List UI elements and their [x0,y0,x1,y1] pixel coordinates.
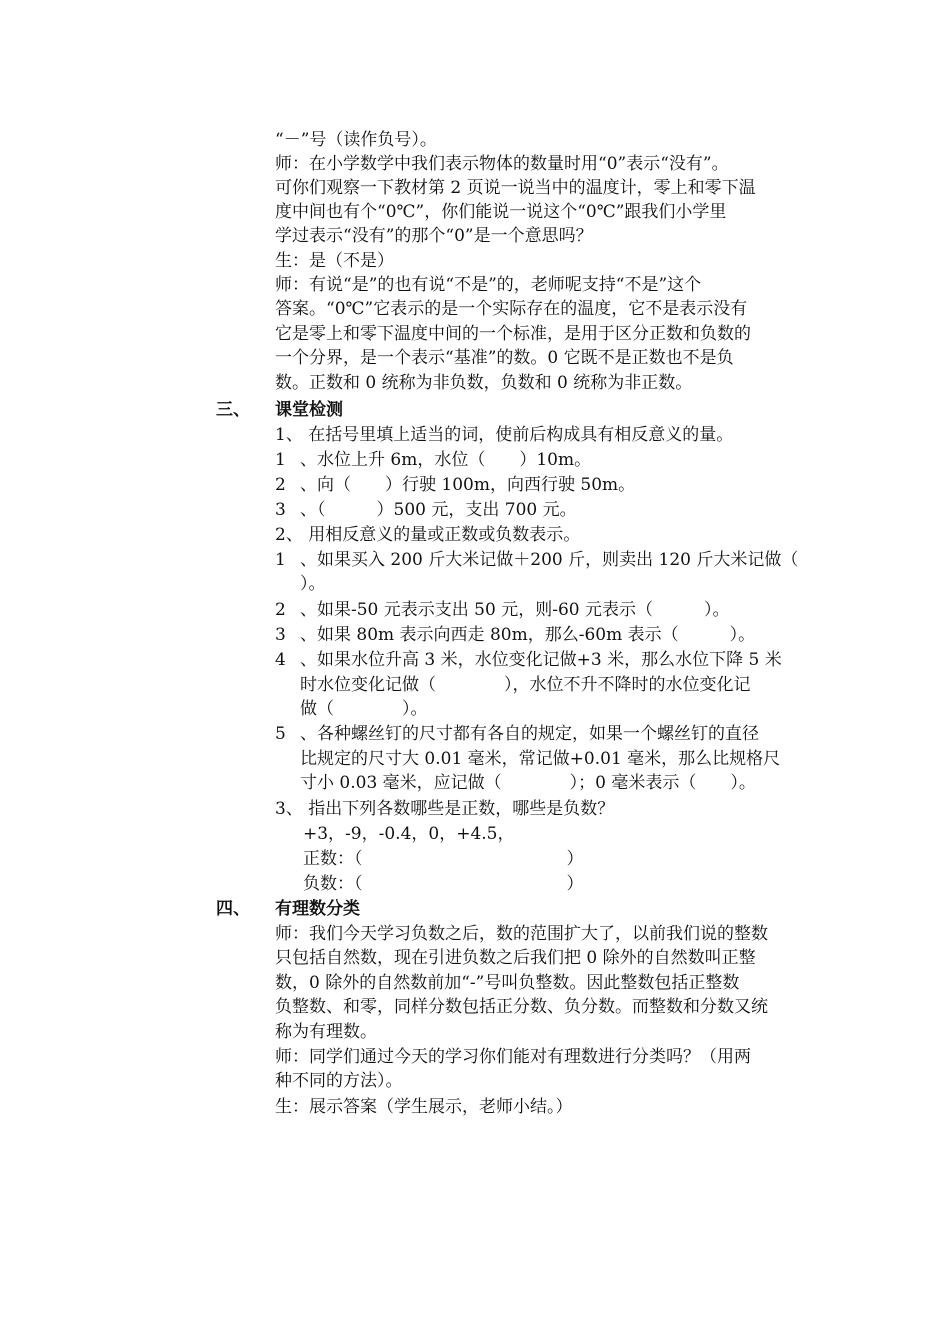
negative-answer-line: 负数：（ ） [303,874,584,894]
item-text-cont: 做（ ）。 [300,699,428,719]
item-text: 、水位上升 6m，水位（ ）10m。 [300,450,592,470]
item-number: 3 [275,500,286,520]
item-number: 2 [275,475,286,495]
item-text: 、各种螺丝钉的尺寸都有各自的规定，如果一个螺丝钉的直径 [300,724,759,744]
intro-line: “－”号（读作负号）。 [275,130,437,150]
paragraph-line: 师：同学们通过今天的学习你们能对有理数进行分类吗？（用两 [275,1047,751,1067]
question-prompt: 2、 用相反意义的量或正数或负数表示。 [275,525,581,545]
paragraph-line: 生：展示答案（学生展示，老师小结。） [275,1097,573,1117]
item-text-cont: 寸小 0.03 毫米，应记做（ ）；0 毫米表示（ ）。 [300,773,756,793]
item-number: 1 [275,550,286,570]
section-title: 有理数分类 [275,899,360,919]
item-number: 2 [275,600,286,620]
paragraph-line: 称为有理数。 [275,1022,377,1042]
intro-line: 它是零上和零下温度中间的一个标准，是用于区分正数和负数的 [275,324,751,344]
item-number: 4 [275,650,286,670]
intro-line: 可你们观察一下教材第 2 页说一说当中的温度计，零上和零下温 [275,178,756,198]
item-text-cont: 时水位变化记做（ ），水位不升不降时的水位变化记 [300,675,751,695]
intro-line: 数。正数和 0 统称为非负数，负数和 0 统称为非正数。 [275,373,693,393]
item-text-cont: ）。 [300,574,326,594]
item-number: 1 [275,450,286,470]
item-text: 、如果买入 200 斤大米记做＋200 斤，则卖出 120 斤大米记做（ [300,550,799,570]
item-text: 、如果 80m 表示向西走 80m，那么-60m 表示（ ）。 [300,625,756,645]
intro-line: 学过表示“没有”的那个“0”是一个意思吗？ [275,226,593,246]
item-text: 、（ ）500 元，支出 700 元。 [300,500,577,520]
paragraph-line: 数，0 除外的自然数前加“-”号叫负整数。因此整数包括正整数 [275,973,740,993]
intro-line: 度中间也有个“0℃”，你们能说一说这个“0℃”跟我们小学里 [275,202,727,222]
number-list: +3，-9，-0.4，0，+4.5， [303,824,515,844]
item-text: 、向（ ）行驶 100m，向西行驶 50m。 [300,475,636,495]
item-text-cont: 比规定的尺寸大 0.01 毫米，常记做+0.01 毫米，那么比规格尺 [300,749,781,769]
intro-line: 师：有说“是”的也有说“不是”的，老师呢支持“不是”这个 [275,275,702,295]
paragraph-line: 只包括自然数，现在引进负数之后我们把 0 除外的自然数叫正整 [275,948,756,968]
section-number: 三、 [216,400,250,420]
section-number: 四、 [216,899,250,919]
intro-line: 一个分界，是一个表示“基准”的数。0 它既不是正数也不是负 [275,348,734,368]
intro-line: 生：是（不是） [275,251,394,271]
intro-line: 答案。“0℃”它表示的是一个实际存在的温度，它不是表示没有 [275,299,748,319]
item-text: 、如果水位升高 3 米，水位变化记做+3 米，那么水位下降 5 米 [300,650,782,670]
paragraph-line: 师：我们今天学习负数之后，数的范围扩大了，以前我们说的整数 [275,924,768,944]
intro-line: 师：在小学数学中我们表示物体的数量时用“0”表示“没有”。 [275,154,729,174]
paragraph-line: 负整数、和零，同样分数包括正分数、负分数。而整数和分数又统 [275,997,768,1017]
paragraph-line: 种不同的方法）。 [275,1071,403,1091]
item-number: 3 [275,625,286,645]
question-prompt: 3、 指出下列各数哪些是正数，哪些是负数？ [275,799,615,819]
item-text: 、如果-50 元表示支出 50 元，则-60 元表示（ ）。 [300,600,730,620]
positive-answer-line: 正数：（ ） [303,849,584,869]
section-title: 课堂检测 [275,400,343,420]
question-prompt: 1、 在括号里填上适当的词，使前后构成具有相反意义的量。 [275,425,734,445]
item-number: 5 [275,724,286,744]
